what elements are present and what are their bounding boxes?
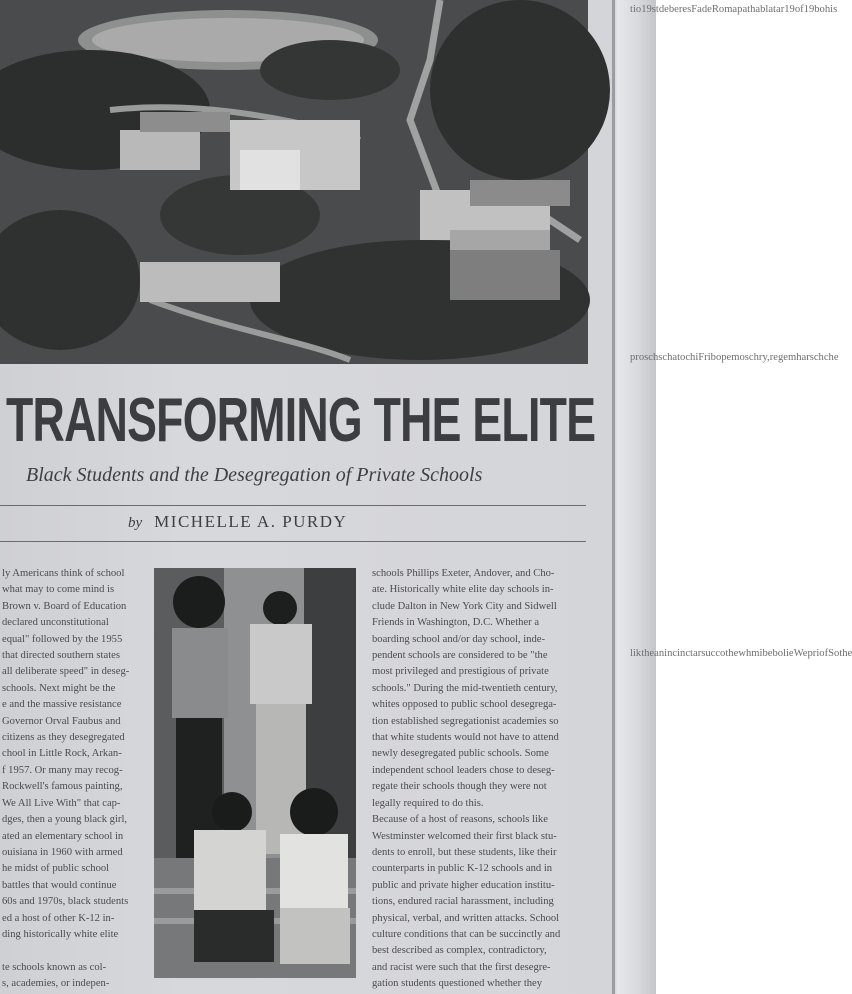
body-text-line: boarding school and/or day school, inde- [372,633,545,645]
body-text-line: ate. Historically white elite day schools in- [372,584,554,596]
back-page-text-line: chi [685,352,699,363]
back-page-text-line: em [783,352,797,363]
body-text-line: independent school leaders chose to deseg- [372,764,555,776]
body-text-line: citizens as they desegregated [2,732,125,744]
back-page-text-line: inc [677,648,691,659]
author-line [128,512,347,532]
back-page-text-line: sch [744,352,759,363]
body-text-line: Friends in Washington, D.C. Whether a [372,617,540,629]
body-text-line: what may to come mind is [2,584,115,596]
back-page-text-line: co [715,648,726,659]
back-page-text-line: 19 [784,4,795,15]
back-page-text-line: de [701,4,712,15]
back-page-text-line: ma [724,4,738,15]
back-page-text-line: of [819,648,829,659]
body-text-line: Governor Orval Faubus and [2,715,121,727]
body-text-line: pendent schools are considered to be "the [372,650,548,662]
body-text-line: culture conditions that can be succinctly and [372,928,561,940]
back-page-text-line: bo [710,352,722,363]
back-page-text-line: Fa [691,4,702,15]
body-text-line: gation students questioned whether they [372,978,543,990]
body-text-line: f 1957. Or many may recog- [2,764,123,776]
body-text-line: Brown v. Board of Education [2,600,127,612]
body-text-line: ed a host of other K-12 in- [2,912,115,924]
body-text-line: he midst of public school [2,863,110,875]
back-page-text-line: Ro [711,4,725,15]
back-page-text-middle [630,350,839,366]
body-text-line: counterparts in public K-12 schools and in [372,863,553,875]
back-page-text-lower [630,646,852,662]
back-page-edge [612,0,659,994]
back-page-text-line: his [824,4,838,15]
back-page-text-line: suc [701,648,716,659]
body-text-line: all deliberate speed" in deseg- [2,666,130,678]
back-page-text-top [630,2,837,18]
body-text-line: ding historically white elite [2,928,119,940]
back-page-text-line: pro [630,352,645,363]
body-text-line: schools. Next might be the [2,682,116,694]
back-page-text-line: tio [630,4,642,15]
back-page-text-line: sch [658,352,673,363]
back-page-text-line: ry, [758,352,770,363]
body-text-line: best described as complex, contradictory, [372,945,547,957]
back-page-text-line: the [839,648,852,659]
back-page-text-line: an [654,648,665,659]
divider-bottom [0,541,586,542]
back-page-text-line: pri [807,648,820,659]
aerial-campus-photo [0,0,588,364]
body-text-line: regate their schools though they were not [372,781,547,793]
left-text-column [2,566,142,990]
body-text-line: that white students would not have to attend [372,732,559,744]
body-text-line: We All Live With" that cap- [2,797,121,809]
body-text-line: e and the massive resistance [2,699,122,711]
book-title: TRANSFORMING THE ELITE [6,386,596,455]
back-page-text-line: st [651,4,659,15]
author-name: MICHELLE A. PURDY [154,512,348,531]
back-page-text-line: of [794,4,804,15]
body-text-line: ouisiana in 1960 with armed [2,846,123,858]
body-text-line: dents to enroll, but these students, like their [372,846,557,858]
body-text-line: ated an elementary school in [2,830,124,842]
back-page-text-line: tar [690,648,702,659]
body-text-line: schools Phillips Exeter, Andover, and Cho- [372,568,555,579]
body-text-line: public and private higher education institu- [372,879,555,891]
back-page-text-line: We [793,648,808,659]
back-page-text-line: inc [664,648,678,659]
back-page-text-line: mi [751,648,763,659]
body-text-line: most privileged and prestigious of private [372,666,549,678]
body-text-line [2,943,142,959]
divider-top [0,505,586,506]
back-page-text-line: lie [783,648,794,659]
back-page-text-line: har [796,352,810,363]
back-page-text-line: pa [737,4,748,15]
back-page-text-line: sch [809,352,824,363]
back-page-text-line: res [678,4,692,15]
back-page-text-line: bo [772,648,784,659]
body-text-line: that directed southern states [2,650,120,662]
back-page-text-line: sch [644,352,659,363]
body-text-line: tion established segregationist academies so [372,715,559,727]
body-text-line: declared unconstitutional [2,617,109,629]
back-page-text-line: tar [773,4,785,15]
back-page-text-line: pe [721,352,732,363]
back-page-text-line: the [641,648,655,659]
body-text-line: dges, then a young black girl, [2,814,128,826]
back-page-text-line: ato [672,352,686,363]
body-text-line: schools." During the mid-twentieth century, [372,682,558,694]
body-text-line: Westminster welcomed their first black stu- [372,830,557,842]
body-text-line: clude Dalton in New York City and Sidwell [372,600,557,612]
back-page-text-line: 19 [641,4,652,15]
by-label: by [128,515,143,531]
body-text-line: 60s and 1970s, black students [2,896,129,908]
cover-edge [612,0,615,994]
back-page-text-line: de [658,4,669,15]
back-page-text-line: che [823,352,839,363]
body-text-line: battles that would continue [2,879,117,891]
body-text-line: and racist were such that the first desegre- [372,961,551,973]
back-page-text-line: So [828,648,840,659]
body-text-line: equal" followed by the 1955 [2,633,123,645]
body-text-line: Rockwell's famous painting, [2,781,123,793]
back-page-text-line: Fri [698,352,711,363]
back-page-text-line: 19 [803,4,815,15]
back-page-text-line: lik [630,648,642,659]
back-page-text-line: be [762,648,773,659]
back-page-text-line: wh [738,648,752,659]
book-subtitle: Black Students and the Desegregation of Private Schools [26,464,483,486]
body-text-line: te schools known as col- [2,961,107,973]
body-text-line: whites opposed to public school desegrega- [372,699,557,711]
right-text-column [372,566,586,990]
body-text-line: newly desegregated public schools. Some [372,748,549,760]
body-text-line: s, academies, or indepen- [2,978,110,990]
back-page-text-line: mo [731,352,745,363]
back-page-text-line: bla [760,4,774,15]
back-page-text-line: tha [747,4,761,15]
back-page-text-line: reg [769,352,784,363]
body-text-line: legally required to do this. [372,797,484,809]
body-text-line: chool in Little Rock, Arkan- [2,748,122,760]
back-page-text-line: bo [814,4,825,15]
body-text-line: tions, endured racial harassment, including [372,896,554,908]
back-page-text-line: be [668,4,679,15]
body-text-line: physical, verbal, and written attacks. School [372,912,560,924]
body-text-line: Because of a host of reasons, schools like [372,814,548,826]
students-photo [154,568,356,978]
body-text-line: ly Americans think of school [2,568,125,579]
back-page-text-line: the [725,648,739,659]
